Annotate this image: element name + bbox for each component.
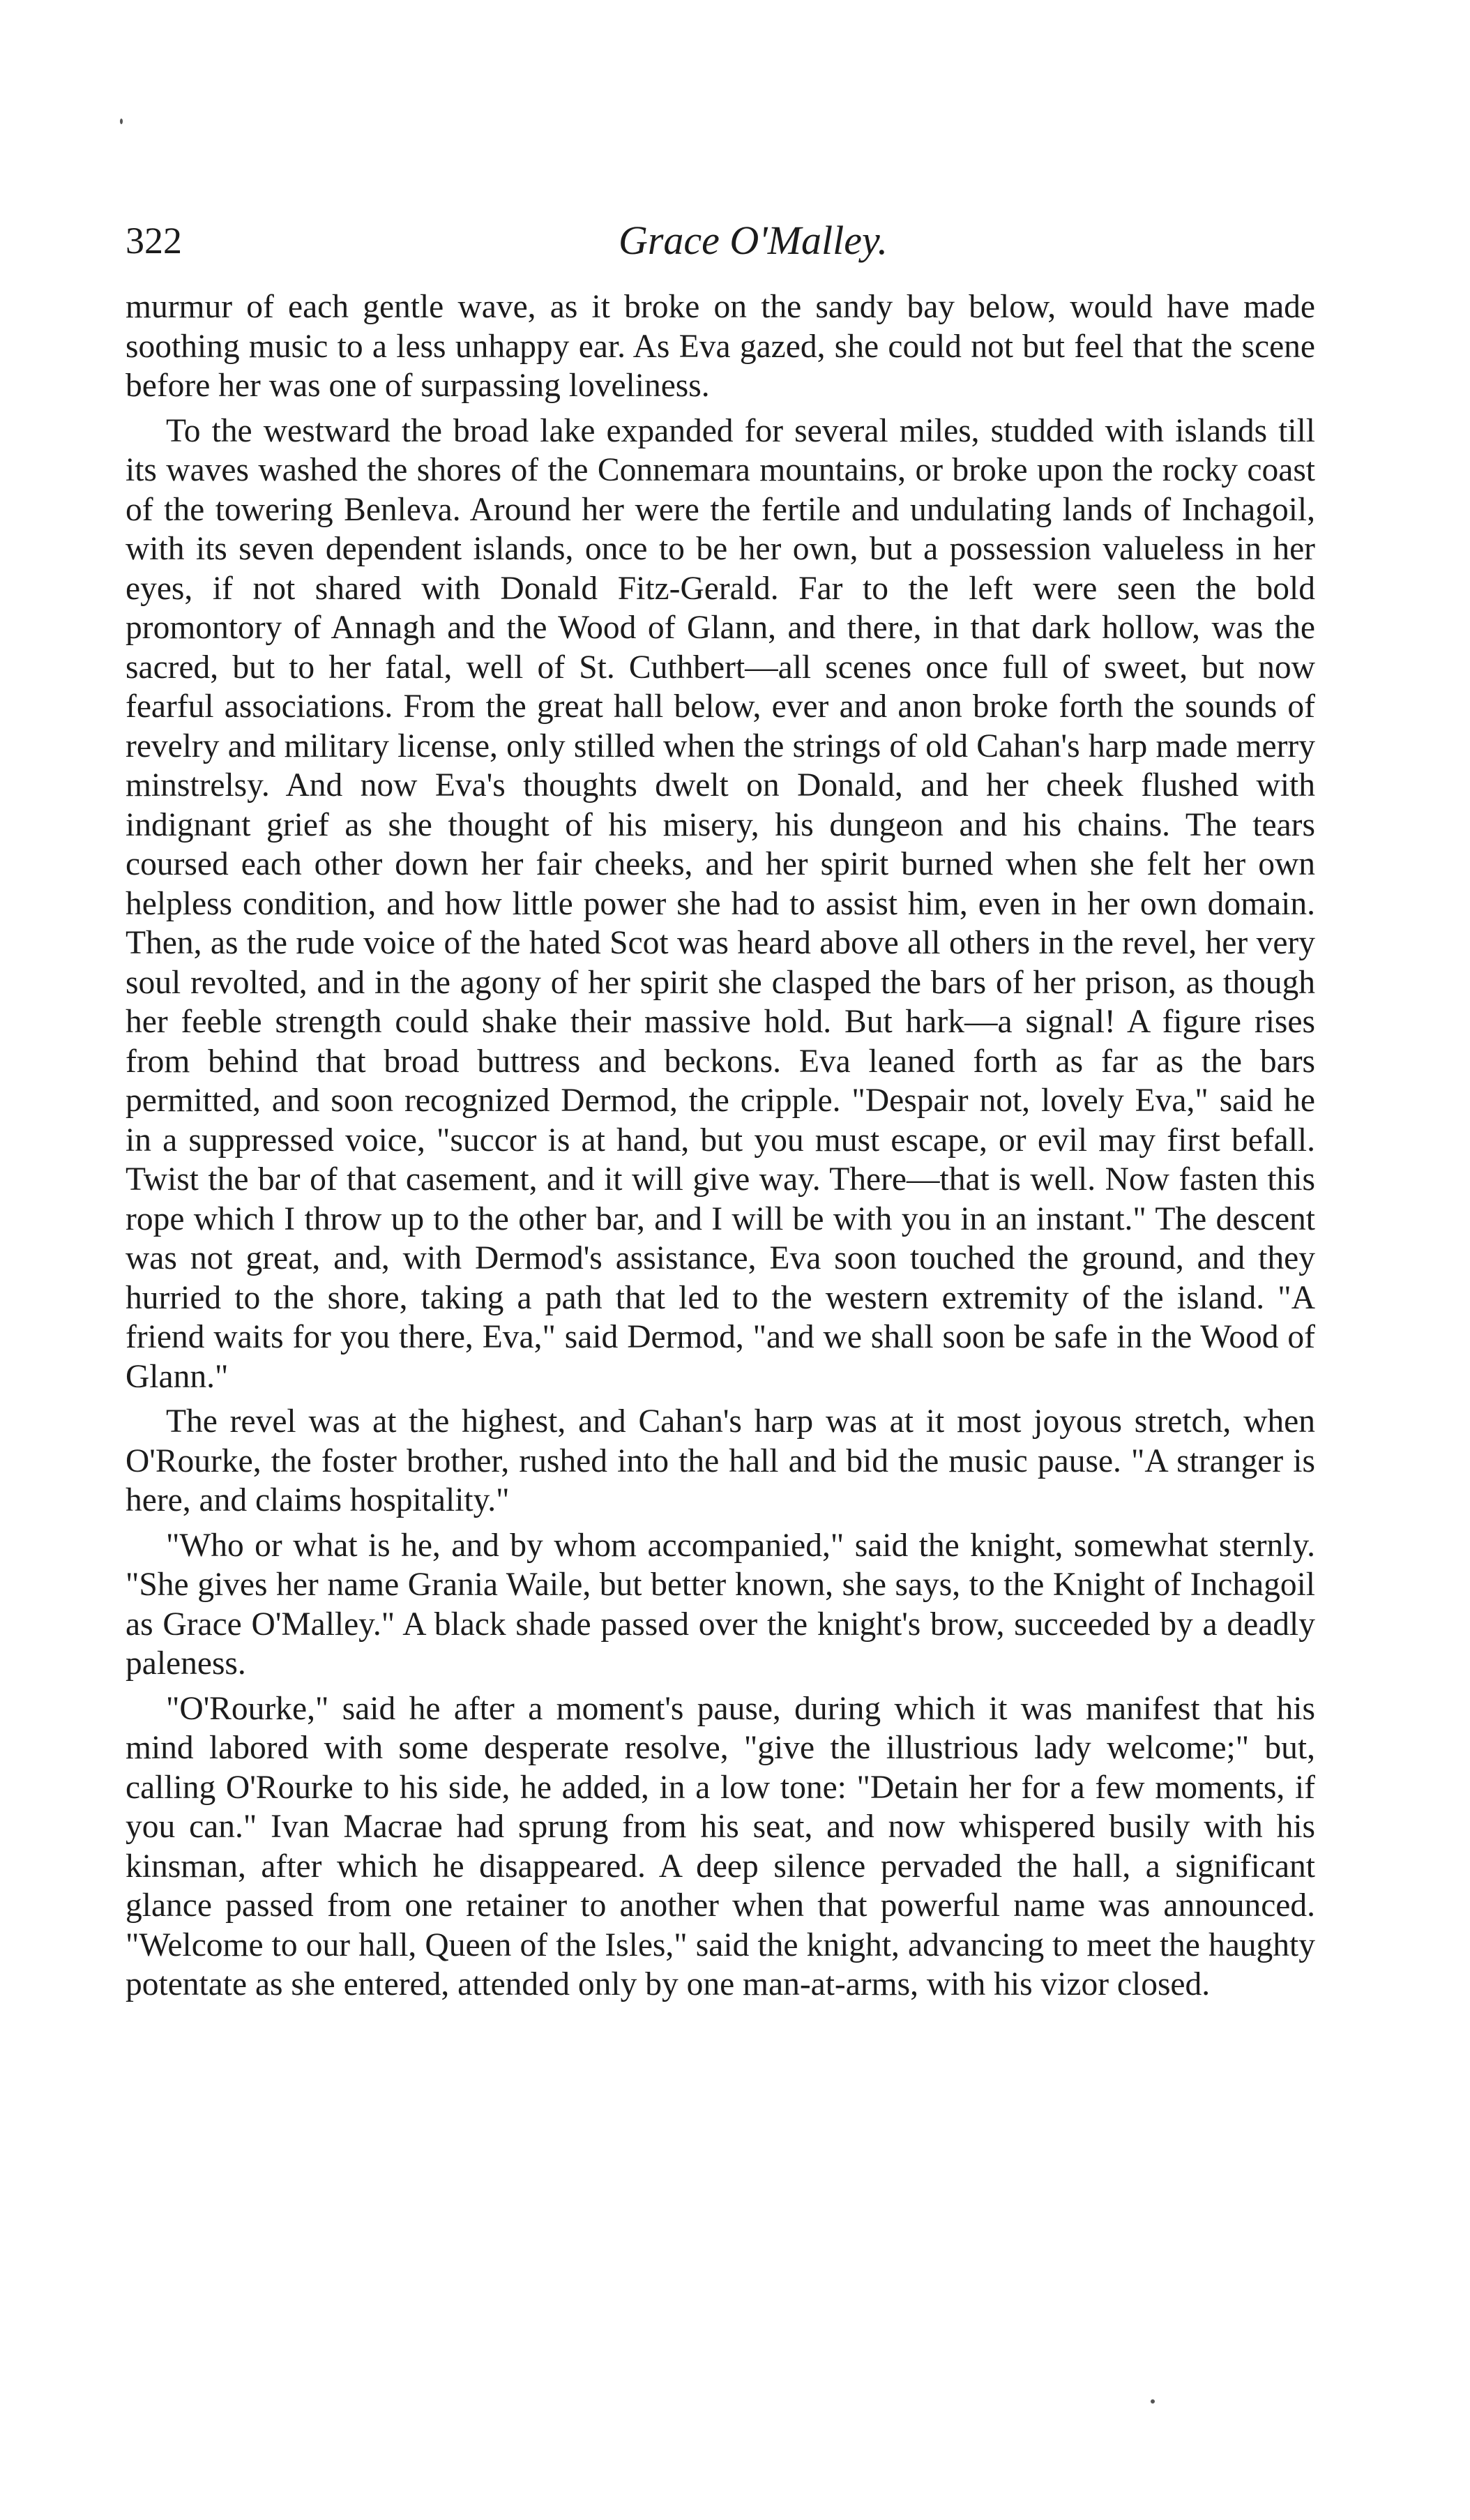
print-speck bbox=[120, 119, 123, 124]
paragraph: "Who or what is he, and by whom accompanied," said the knight, somewhat sternly. "She gives her name Grania Waile, but better known, she says, to the Knight of Inchagoil as Grace O'Malley." A black shade passed over the knight's brow, succeeded by a deadly paleness. bbox=[126, 1527, 1315, 1682]
running-head bbox=[126, 213, 1318, 269]
running-title: Grace O'Malley. bbox=[618, 218, 888, 263]
print-speck bbox=[1151, 2399, 1155, 2404]
paragraph: To the westward the broad lake expanded for several miles, studded with islands till its waves washed the shores of the Connemara mountains, or broke upon the rocky coast of the towering Benleva. Around her were the fertile and undulating lands of Inchagoil, with its seven dependent islands, once to be her own, but a possession valueless in her eyes, if not shared with Donald Fitz-Gerald. Far to the left were seen the bold promontory of Annagh and the Wood of Glann, and there, in that dark hollow, was the sacred, but to her fatal, well of St. Cuthbert—all scenes once full of sweet, but now fearful associations. From the great hall below, ever and anon broke forth the sounds of revelry and military license, only stilled when the strings of old Cahan's harp made merry minstrelsy. And now Eva's thoughts dwelt on Donald, and her cheek flushed with indignant grief as she thought of his misery, his dungeon and his chains. The tears coursed each other down her fair cheeks, and her spirit burned when she felt her own helpless condition, and how little power she had to assist him, even in her own domain. Then, as the rude voice of the hated Scot was heard above all others in the revel, her very soul revolted, and in the agony of her spirit she clasped the bars of her prison, as though her feeble strength could shake their massive hold. But hark—a signal! A figure rises from behind that broad buttress and beckons. Eva leaned forth as far as the bars permitted, and soon recognized Dermod, the cripple. "Despair not, lovely Eva," said he in a suppressed voice, "succor is at hand, but you must escape, or evil may first befall. Twist the bar of that casement, and it will give way. There—that is well. Now fasten this rope which I throw up to the other bar, and I will be with you in an instant." The descent was not great, and, with Dermod's assistance, Eva soon touched the ground, and they hurried to the shore, taking a path that led to the western extremity of the island. "A friend waits for you there, Eva," said Dermod, "and we shall soon be safe in the Wood of Glann." bbox=[126, 412, 1315, 1395]
paragraph: The revel was at the highest, and Cahan's harp was at it most joyous stretch, when O'Rourke, the foster brother, rushed into the hall and bid the music pause. "A stranger is here, and claims hospitality." bbox=[126, 1403, 1315, 1518]
paragraph: murmur of each gentle wave, as it broke on the sandy bay below, would have made soothing music to a less unhappy ear. As Eva gazed, she could not but feel that the scene before her was one of surpassing loveliness. bbox=[126, 289, 1315, 404]
paragraph: "O'Rourke," said he after a moment's pause, during which it was manifest that his mind labored with some desperate resolve, "give the illustrious lady welcome;" but, calling O'Rourke to his side, he added, in a low tone: "Detain her for a few moments, if you can." Ivan Macrae had sprung from his seat, and now whispered busily with his kinsman, after which he disappeared. A deep silence pervaded the hall, a significant glance passed from one retainer to another when that powerful name was announced. "Welcome to our hall, Queen of the Isles," said the knight, advancing to meet the haughty potentate as she entered, attended only by one man-at-arms, with his vizor closed. bbox=[126, 1690, 1315, 2002]
body-text bbox=[126, 287, 1315, 2010]
page-number: 322 bbox=[126, 220, 182, 262]
